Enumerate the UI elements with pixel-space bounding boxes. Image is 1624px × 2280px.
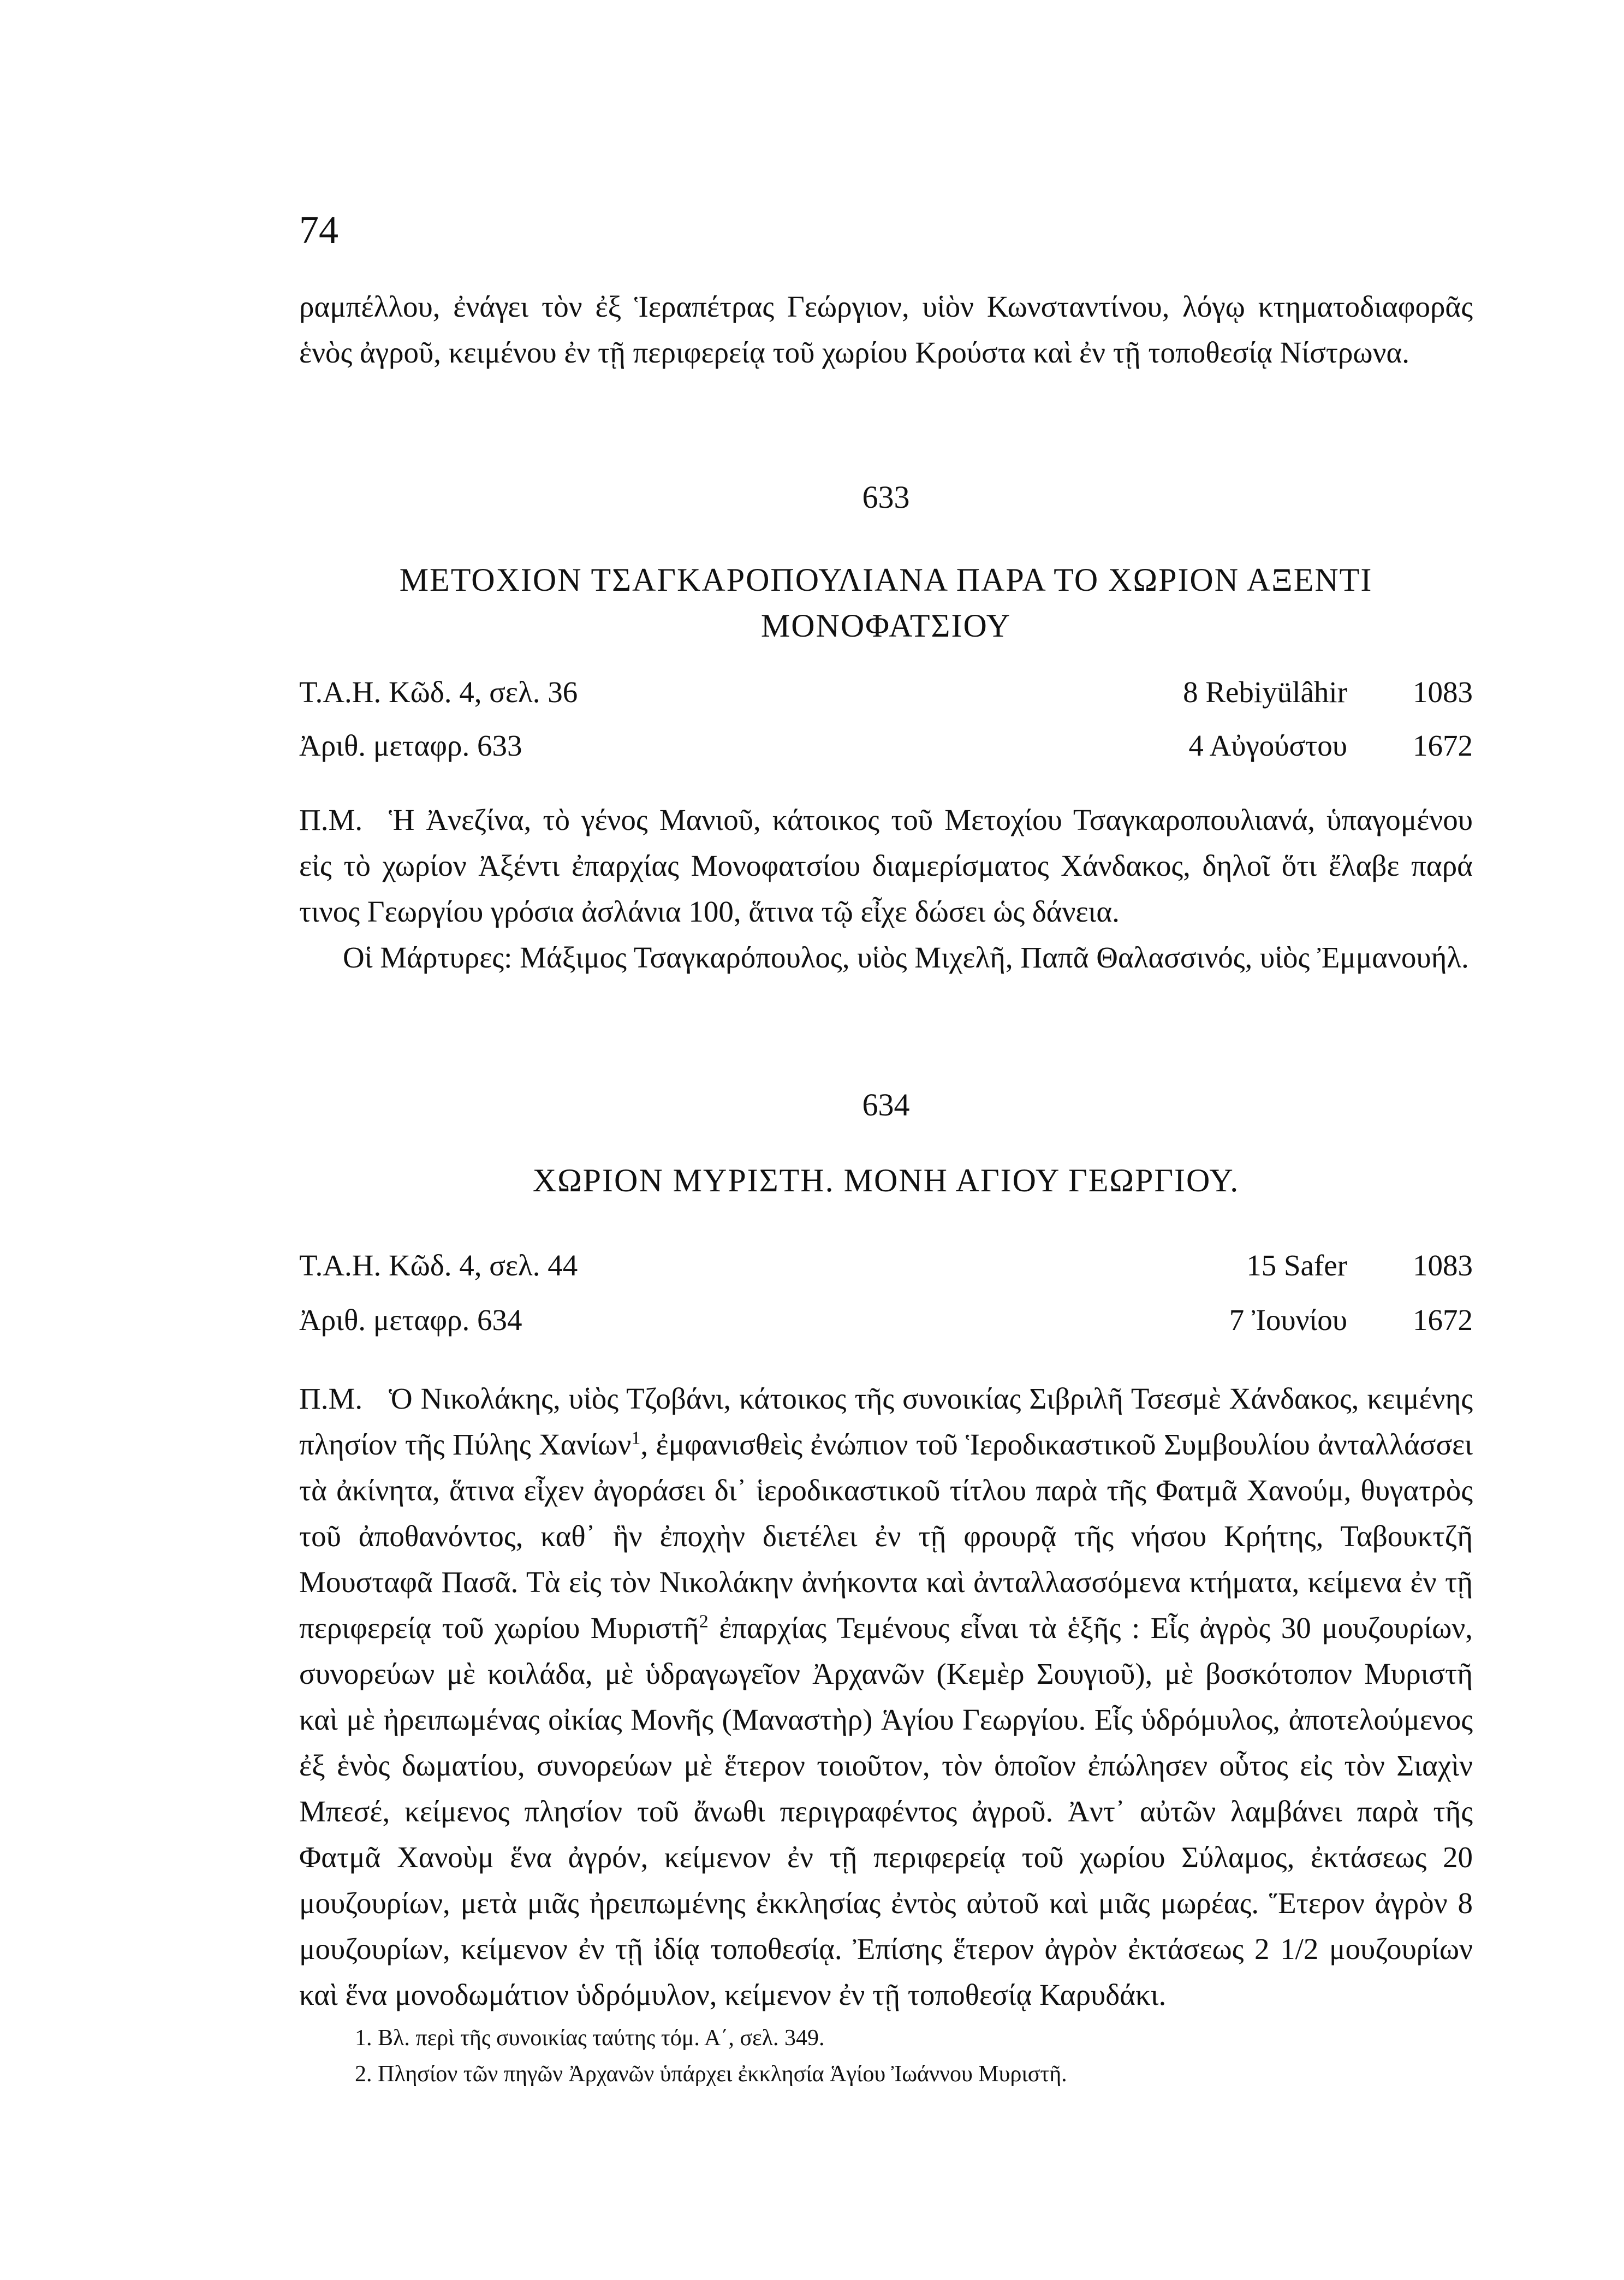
entry-633-pm-label: Π.Μ. <box>299 803 363 836</box>
entry-633-paragraph <box>299 797 1473 935</box>
entry-634-title: ΧΩΡΙΟΝ ΜΥΡΙΣΤΗ. ΜΟΝΗ ΑΓΙΟΥ ΓΕΩΡΓΙΟΥ. <box>532 1162 1240 1198</box>
entry-633-witnesses: Οἱ Μάρτυρες: Μάξιμος Τσαγκαρόπουλος, υἱὸς Μιχελῆ, Παπᾶ Θαλασσινός, υἱὸς Ἐμμανουήλ. <box>343 941 1469 974</box>
entry-634-transcription: Ἀριθ. μεταφρ. 634 <box>299 1303 522 1337</box>
entry-634-meta-row2 <box>299 1305 1473 1338</box>
entry-634-greg-date: 7 Ἰουνίου <box>1229 1303 1347 1337</box>
footnote-1: 1. Βλ. περὶ τῆς συνοικίας ταύτης τόμ. Α΄, σελ. 349. <box>355 2026 825 2051</box>
intro-text: ραμπέλλου, ἐνάγει τὸν ἐξ Ἱεραπέτρας Γεώργιον, υἱὸν Κωνσταντίνου, λόγῳ κτηματοδιαφορᾶς ἑνὸς ἀγροῦ, κειμένου ἐν τῇ περιφερείᾳ τοῦ χωρίου Κρούστα καὶ ἐν τῇ τοποθεσίᾳ Νίστρωνα. <box>299 290 1473 369</box>
entry-633-transcription: Ἀριθ. μεταφρ. 633 <box>299 729 522 762</box>
entry-634-hijri-year: 1083 <box>1413 1249 1473 1282</box>
entry-634-body-part2: , ἐμφανισθεὶς ἐνώπιον τοῦ Ἱεροδικαστικοῦ Συμβουλίου ἀνταλλάσσει τὰ ἀκίνητα, ἅτινα εἶχεν ἀγοράσει δι᾽ ἱεροδικαστικοῦ τίτλου παρὰ τῆς Φατμᾶ Χανούμ, θυγατρὸς τοῦ ἀποθανόντος, καθ᾽ ἣν ἐποχὴν διετέλει ἐν τῇ φρουρᾷ τῆς νήσου Κρήτης, Ταβουκτζῆ Μουσταφᾶ Πασᾶ. Τὰ εἰς τὸν Νικολάκην ἀνήκοντα καὶ ἀνταλλασσόμενα κτήματα, κείμενα ἐν τῇ περιφερείᾳ τοῦ χωρίου Μυριστῆ <box>299 1428 1473 1644</box>
entry-633-meta-row2 <box>299 731 1473 763</box>
entry-633-greg-date: 4 Αὐγούστου <box>1188 729 1347 762</box>
entry-633-hijri-year: 1083 <box>1413 675 1473 709</box>
entry-634-paragraph <box>299 1376 1473 2018</box>
entry-633-body <box>299 797 1473 981</box>
entry-633-body-text: Ἡ Ἀνεζίνα, τὸ γένος Μανιοῦ, κάτοικος τοῦ Μετοχίου Τσαγκαροπουλιανά, ὑπαγομένου εἰς τὸ χωρίον Ἀξέντι ἐπαρχίας Μονοφατσίου διαμερίσματος Χάνδακος, δηλοῖ ὅτι ἔλαβε παρά τινος Γεωργίου γρόσια ἀσλάνια 100, ἅτινα τῷ εἶχε δώσει ὡς δάνεια. <box>299 803 1473 928</box>
entry-634-body <box>299 1376 1473 2018</box>
entry-634-number: 634 <box>862 1087 910 1123</box>
entry-633-source: Τ.Α.Η. Κῶδ. 4, σελ. 36 <box>299 675 578 709</box>
footnote-2: 2. Πλησίον τῶν πηγῶν Ἀρχανῶν ὑπάρχει ἐκκλησία Ἁγίου Ἰωάννου Μυριστῆ. <box>355 2062 1067 2087</box>
entry-634-meta-row1 <box>299 1250 1473 1283</box>
entry-634-greg-year: 1672 <box>1413 1303 1473 1337</box>
intro-paragraph <box>299 284 1473 376</box>
entry-633-meta-row1 <box>299 677 1473 710</box>
entry-633-hijri-date: 8 Rebiyülâhir <box>1183 675 1347 709</box>
entry-633-greg-year: 1672 <box>1413 729 1473 762</box>
entry-634-pm-label: Π.Μ. <box>299 1382 363 1415</box>
entry-634-source: Τ.Α.Η. Κῶδ. 4, σελ. 44 <box>299 1249 578 1282</box>
entry-634-body-part3: ἐπαρχίας Τεμένους εἶναι τὰ ἑξῆς : Εἷς ἀγρὸς 30 μουζουρίων, συνορεύων μὲ κοιλάδα, μὲ ὑδραγωγεῖον Ἀρχανῶν (Κεμὲρ Σουγιοῦ), μὲ βοσκότοπον Μυριστῆ καὶ μὲ ἠρειπωμένας οἰκίας Μονῆς (Μαναστὴρ) Ἁγίου Γεωργίου. Εἷς ὑδρόμυλος, ἀποτελούμενος ἐξ ἑνὸς δωματίου, συνορεύων μὲ ἕτερον τοιοῦτον, τὸν ὁποῖον ἐπώλησεν οὗτος εἰς τὸν Σιαχὶν Μπεσέ, κείμενος πλησίον τοῦ ἄνωθι περιγραφέντος ἀγροῦ. Ἀντ᾽ αὐτῶν λαμβάνει παρὰ τῆς Φατμᾶ Χανοὺμ ἕνα ἀγρόν, κείμενον ἐν τῇ περιφερείᾳ τοῦ χωρίου Σύλαμος, ἐκτάσεως 20 μουζουρίων, μετὰ μιᾶς ἠρειπωμένης ἐκκλησίας ἐντὸς αὐτοῦ καὶ μιᾶς μωρέας. Ἕτερον ἀγρὸν 8 μουζουρίων, κείμενον ἐν τῇ ἰδίᾳ τοποθεσίᾳ. Ἐπίσης ἕτερον ἀγρὸν ἐκτάσεως 2 1/2 μουζουρίων καὶ ἕνα μονοδωμάτιον ὑδρόμυλον, κείμενον ἐν τῇ τοποθεσίᾳ Καρυδάκι. <box>299 1611 1473 2011</box>
entry-634-hijri-date: 15 Safer <box>1246 1249 1347 1282</box>
entry-633-title-line1: ΜΕΤΟΧΙΟΝ ΤΣΑΓΚΑΡΟΠΟΥΛΙΑΝΑ ΠΑΡΑ ΤΟ ΧΩΡΙΟΝ ΑΞΕΝΤΙ <box>399 562 1373 598</box>
footnote-marker-2: 2 <box>699 1611 709 1632</box>
footnotes <box>355 2020 1447 2092</box>
entry-633-number: 633 <box>862 479 910 515</box>
entry-634-body-part1: Ὁ Νικολάκης, υἱὸς Τζοβάνι, κάτοικος τῆς συνοικίας Σιβριλῆ Τσεσμὲ Χάνδακος, κειμένης πλησίον τῆς Πύλης Χανίων <box>299 1382 1473 1461</box>
entry-633-title-line2: ΜΟΝΟΦΑΤΣΙΟΥ <box>760 608 1012 644</box>
footnote-marker-1: 1 <box>631 1428 641 1448</box>
page-number: 74 <box>299 208 338 252</box>
entry-633-title <box>299 557 1473 649</box>
